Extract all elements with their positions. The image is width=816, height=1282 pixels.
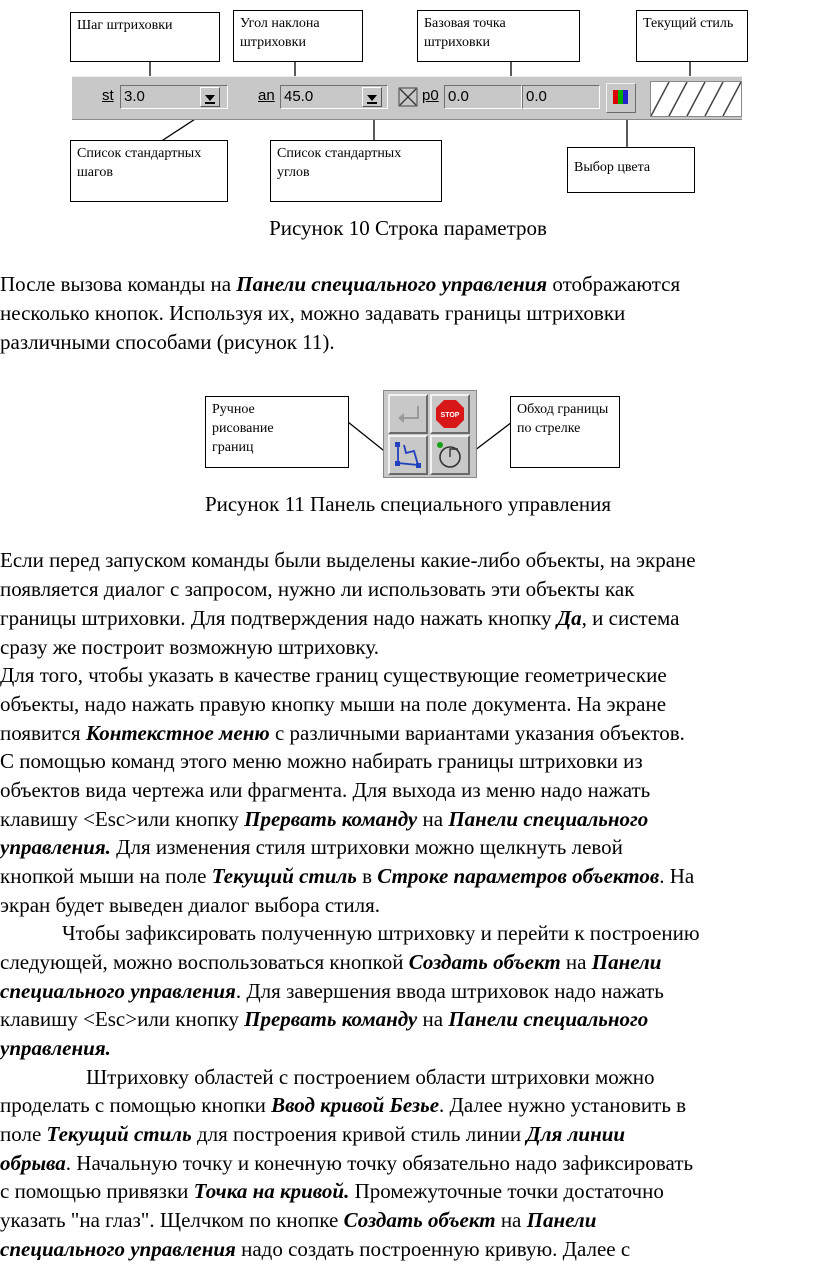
svg-text:STOP: STOP	[440, 412, 460, 419]
callout-manual-borders	[205, 396, 349, 468]
body-line-25: специального управления надо создать построенную кривую. Далее с	[0, 1237, 631, 1261]
p0-y-field[interactable]: 0.0	[522, 85, 600, 109]
body-line-14: Чтобы зафиксировать полученную штриховку и перейти к построению	[62, 921, 700, 945]
body-line-04: сразу же построит возможную штриховку.	[0, 635, 379, 659]
callout-base-point	[417, 10, 580, 62]
callout-step	[70, 12, 220, 62]
callout-std-steps	[70, 140, 228, 202]
an-field[interactable]: 45.0	[280, 85, 388, 109]
body-line-13: экран будет выведен диалог выбора стиля.	[0, 893, 381, 917]
body-line-08: С помощью команд этого меню можно набирать границы штриховки из	[0, 749, 643, 773]
create-object-button[interactable]	[388, 394, 428, 434]
enter-arrow-icon	[390, 396, 426, 432]
body-line-18: управления.	[0, 1036, 111, 1060]
body-line-10: клавишу <Esc>или кнопку Прервать команду на Панели специального	[0, 807, 649, 831]
body-line-19: Штриховку областей с построением области штриховки можно	[86, 1065, 655, 1089]
an-label: an	[258, 87, 275, 104]
body-line-05: Для того, чтобы указать в качестве границ существующие геометрические	[0, 663, 667, 687]
para1-line2: несколько кнопок. Используя их, можно задавать границы штриховки	[0, 301, 626, 325]
p0-x-field[interactable]: 0.0	[444, 85, 522, 109]
st-label: st	[102, 87, 114, 104]
callout-step-text: Шаг штриховки	[77, 18, 173, 33]
callout-manual-borders-text: Ручное рисование границ	[212, 402, 274, 455]
body-line-22: обрыва. Начальную точку и конечную точку обязательно надо зафиксировать	[0, 1151, 694, 1175]
body-line-24: указать "на глаз". Щелчком по кнопке Создать объект на Панели	[0, 1208, 597, 1232]
callout-color-text: Выбор цвета	[574, 160, 651, 175]
body-line-20: проделать с помощью кнопки Ввод кривой Безье. Далее нужно установить в	[0, 1093, 687, 1117]
callout-std-angles	[270, 140, 442, 202]
callout-angle	[233, 10, 363, 62]
callout-current-style-text: Текущий стиль	[643, 16, 734, 31]
stop-command-button[interactable]	[430, 394, 470, 434]
color-select-button[interactable]	[606, 83, 636, 113]
special-control-panel	[383, 390, 477, 478]
stop-icon	[432, 396, 468, 432]
manual-draw-borders-button[interactable]	[388, 435, 428, 475]
para1-line1: После вызова команды на Панели специального управления отображаются	[0, 272, 681, 296]
callout-base-point-text: Базовая точка штриховки	[424, 16, 506, 50]
body-line-06: объекты, надо нажать правую кнопку мыши на поле документа. На экране	[0, 692, 667, 716]
callout-follow-arrow-text: Обход границы по стрелке	[517, 402, 609, 436]
st-dropdown-button[interactable]	[200, 87, 220, 107]
callout-std-angles-text: Список стандартных углов	[277, 146, 402, 180]
palette-icon	[607, 84, 635, 112]
callout-current-style	[636, 10, 748, 62]
body-line-12: кнопкой мыши на поле Текущий стиль в Строке параметров объектов. На	[0, 864, 695, 888]
body-line-16: специального управления. Для завершения ввода штриховок надо нажать	[0, 979, 664, 1003]
follow-arrow-icon	[432, 437, 468, 473]
body-line-07: появится Контекстное меню с различными вариантами указания объектов.	[0, 721, 685, 745]
chevron-down-icon	[363, 88, 381, 106]
an-dropdown-button[interactable]	[362, 87, 382, 107]
body-line-01: Если перед запуском команды были выделены какие-либо объекты, на экране	[0, 548, 696, 572]
body-line-21: поле Текущий стиль для построения кривой стиль линии Для линии	[0, 1122, 626, 1146]
polygon-draw-icon	[390, 437, 426, 473]
figure-10-caption: Рисунок 10 Строка параметров	[269, 216, 547, 240]
body-line-03: границы штриховки. Для подтверждения надо нажать кнопку Да, и система	[0, 606, 680, 630]
callout-follow-arrow	[510, 396, 620, 468]
figure-11-caption: Рисунок 11 Панель специального управления	[204, 492, 612, 516]
callout-std-steps-text: Список стандартных шагов	[77, 146, 202, 180]
st-field[interactable]: 3.0	[120, 85, 228, 109]
body-line-11: управления. Для изменения стиля штриховки можно щелкнуть левой	[0, 835, 623, 859]
parameters-toolbar	[72, 76, 742, 120]
body-line-15: следующей, можно воспользоваться кнопкой Создать объект на Панели	[0, 950, 662, 974]
chevron-down-icon	[201, 88, 219, 106]
current-style-field[interactable]	[650, 81, 742, 117]
follow-border-arrow-button[interactable]	[430, 435, 470, 475]
hatch-pattern-icon	[651, 82, 741, 116]
p0-label: p0	[422, 87, 439, 104]
body-line-17: клавишу <Esc>или кнопку Прервать команду на Панели специального	[0, 1007, 649, 1031]
point-checkbox-icon[interactable]	[398, 87, 418, 107]
callout-angle-text: Угол наклона штриховки	[240, 16, 320, 50]
para1-line3: различными способами (рисунок 11).	[0, 330, 335, 354]
body-line-09: объектов вида чертежа или фрагмента. Для выхода из меню надо нажать	[0, 778, 651, 802]
body-line-02: появляется диалог с запросом, нужно ли использовать эти объекты как	[0, 577, 635, 601]
body-line-23: с помощью привязки Точка на кривой. Промежуточные точки достаточно	[0, 1179, 664, 1203]
callout-color	[567, 147, 695, 193]
